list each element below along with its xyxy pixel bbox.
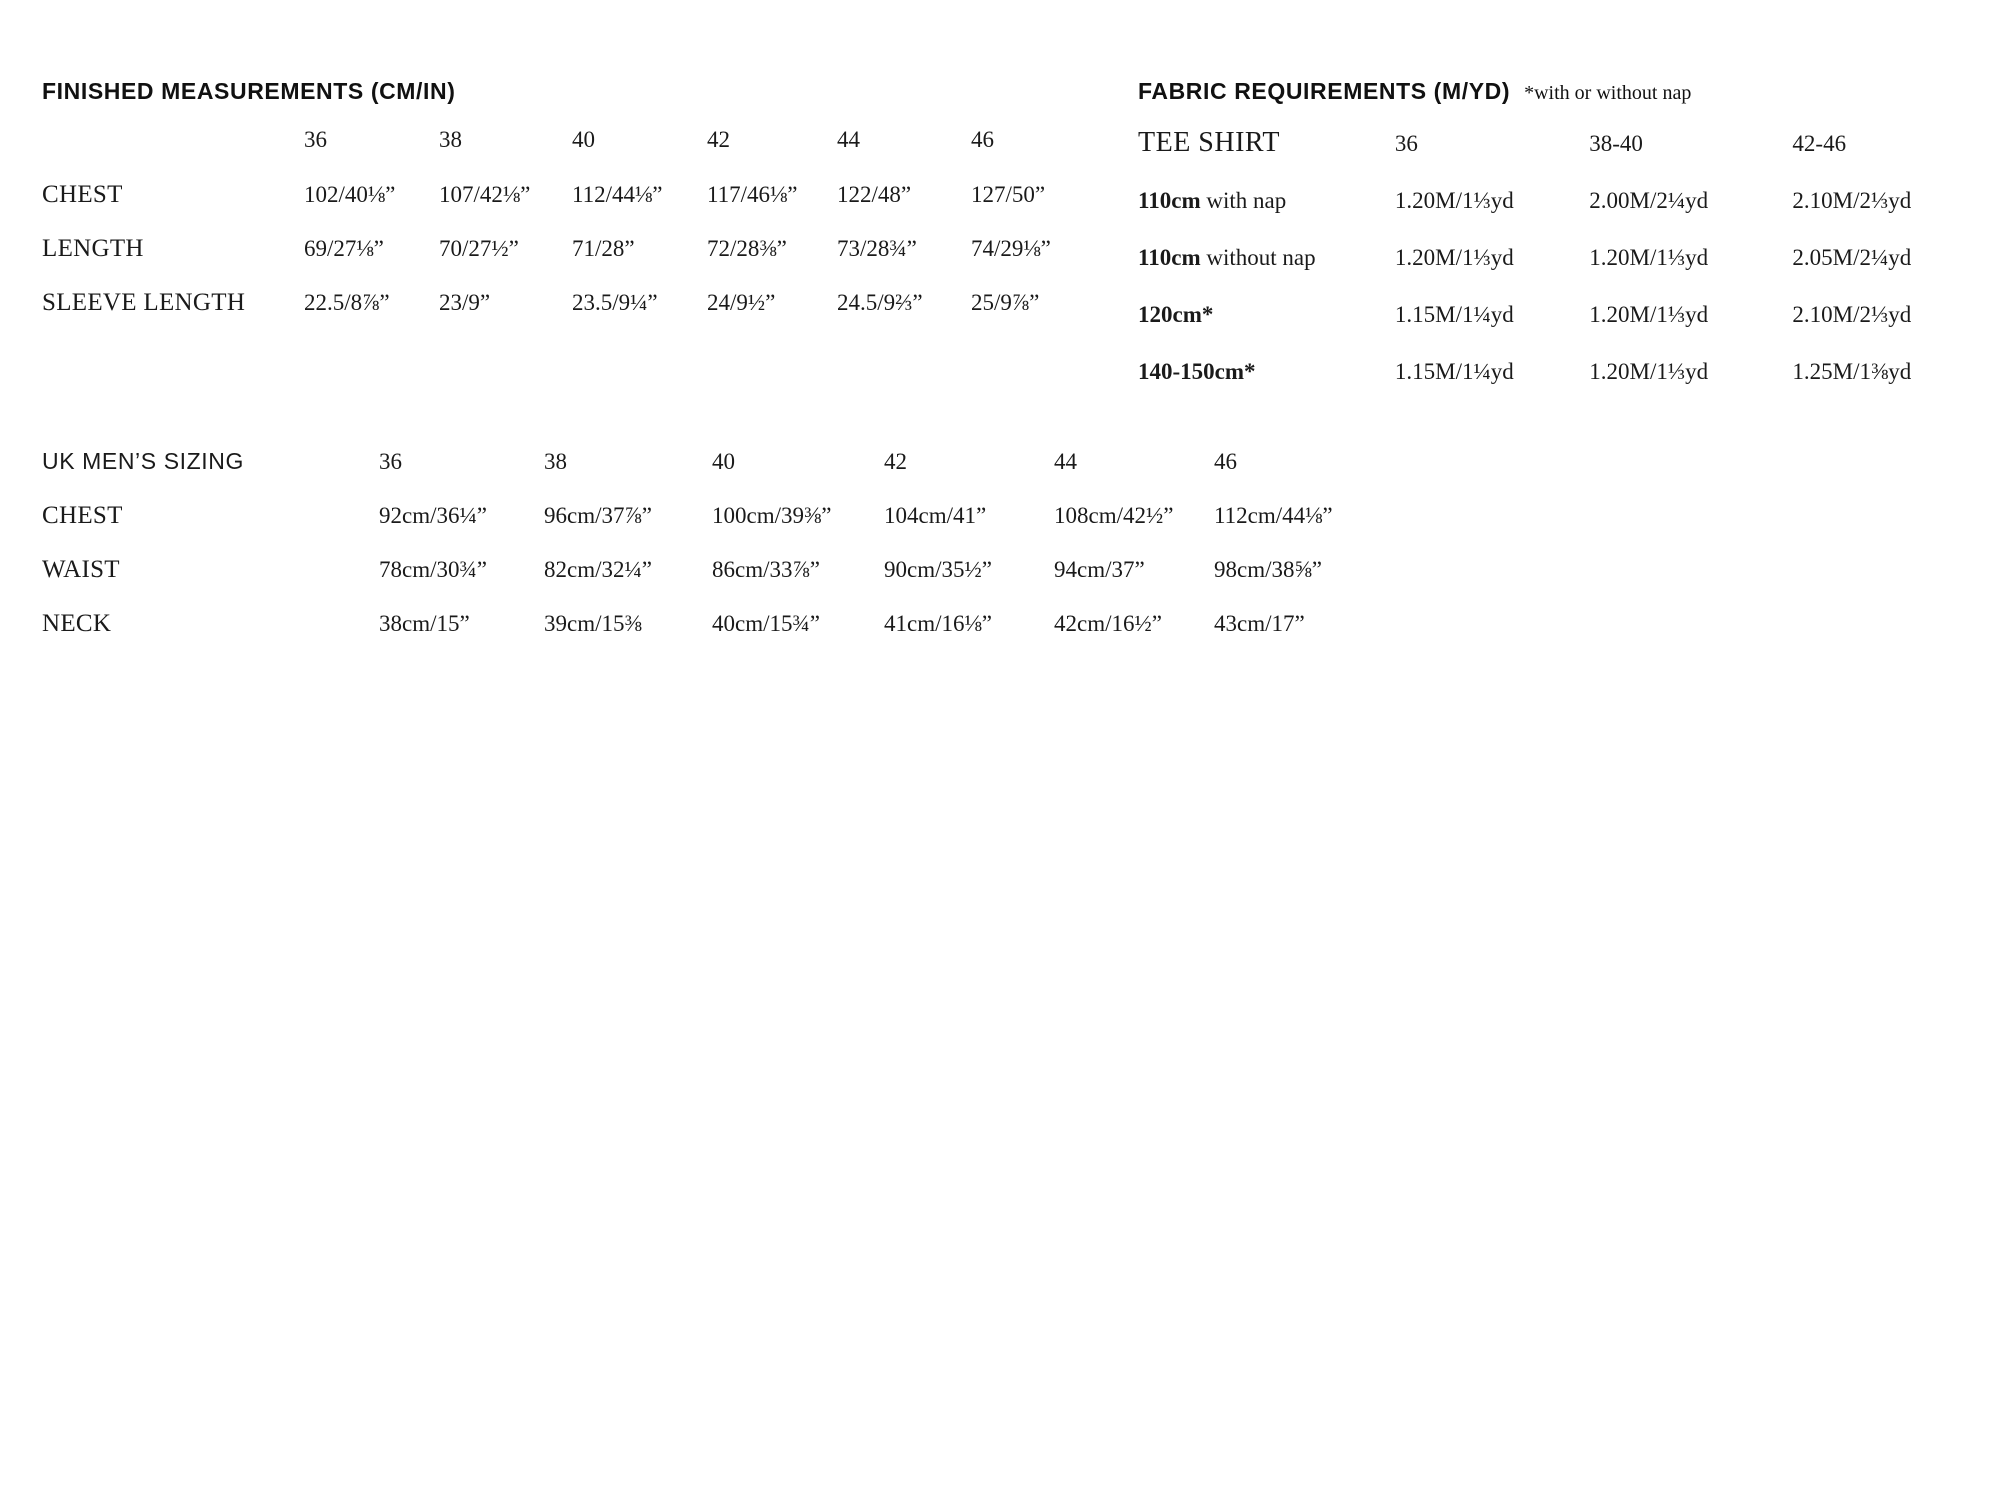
row-label: [1138, 245, 1395, 302]
table-cell: 112/44⅛”: [572, 182, 663, 207]
table-cell: 74/29⅛”: [971, 236, 1051, 261]
table-cell: 112cm/44⅛”: [1214, 503, 1333, 528]
table-cell: 92cm/36¼”: [379, 503, 487, 528]
table-cell: 1.20M/1⅓yd: [1589, 245, 1709, 270]
table-cell: 2.05M/2¼yd: [1792, 245, 1912, 270]
column-header-size: 42-46: [1792, 131, 1847, 156]
table-cell: 100cm/39⅜”: [712, 503, 832, 528]
column-header-size: 40: [572, 127, 595, 152]
table-cell: 70/27½”: [439, 236, 519, 261]
table-cell: 122/48”: [837, 182, 912, 207]
table-cell: 73/28¾”: [837, 236, 917, 261]
table-row: [42, 610, 1374, 664]
corner-cell: [42, 127, 304, 181]
table-cell: 94cm/37”: [1054, 557, 1145, 582]
fabric-requirements-section: [1138, 78, 2000, 416]
table-cell: 86cm/33⅞”: [712, 557, 820, 582]
column-header-size: 36: [304, 127, 327, 152]
table-cell: 41cm/16⅛”: [884, 611, 992, 636]
table-row: [42, 502, 1374, 556]
table-cell: 22.5/8⅞”: [304, 290, 390, 315]
fabric-requirements-heading: FABRIC REQUIREMENTS (M/YD): [1138, 78, 1511, 104]
table-cell: 24.5/9⅔”: [837, 290, 923, 315]
column-header-size: 46: [971, 127, 994, 152]
table-row: [42, 556, 1374, 610]
uk-sizing-section: [42, 448, 1374, 664]
table-cell: 1.15M/1¼yd: [1394, 302, 1514, 327]
table-cell: 43cm/17”: [1214, 611, 1305, 636]
table-cell: 71/28”: [572, 236, 635, 261]
table-cell: 107/42⅛”: [439, 182, 531, 207]
table-cell: 1.25M/1⅜yd: [1792, 359, 1912, 384]
uk-sizing-title: UK MEN’S SIZING: [42, 448, 244, 474]
column-header-size: 38-40: [1589, 131, 1643, 156]
table-cell: 96cm/37⅞”: [544, 503, 652, 528]
row-label-width: 110cm: [1138, 245, 1201, 270]
table-cell: 98cm/38⅝”: [1214, 557, 1322, 582]
table-cell: 24/9½”: [707, 290, 776, 315]
table-cell: 39cm/15⅜: [544, 611, 642, 636]
column-header-size: 44: [1054, 449, 1077, 474]
table-cell: 82cm/32¼”: [544, 557, 652, 582]
table-cell: 38cm/15”: [379, 611, 470, 636]
row-label-width: 120cm*: [1138, 302, 1214, 327]
table-cell: 104cm/41”: [884, 503, 987, 528]
column-header-size: 38: [439, 127, 462, 152]
table-cell: 2.00M/2¼yd: [1589, 188, 1709, 213]
table-cell: 23/9”: [439, 290, 491, 315]
column-header-size: 42: [884, 449, 907, 474]
column-header-size: 38: [544, 449, 567, 474]
table-row: [1138, 245, 2000, 302]
table-row: [1138, 188, 2000, 245]
column-header-size: 46: [1214, 449, 1237, 474]
fabric-requirements-title: [1138, 78, 2000, 105]
row-label: LENGTH: [42, 235, 144, 262]
column-header-size: 44: [837, 127, 860, 152]
row-label-nap: without nap: [1200, 245, 1316, 270]
table-cell: 117/46⅛”: [707, 182, 798, 207]
table-header-row: [42, 127, 1101, 181]
table-cell: 69/27⅛”: [304, 236, 384, 261]
table-header-row: [1138, 127, 2000, 188]
column-header-size: 40: [712, 449, 735, 474]
column-header-size: 36: [379, 449, 402, 474]
table-cell: 1.20M/1⅓yd: [1589, 302, 1709, 327]
row-label: CHEST: [42, 502, 123, 529]
table-row: [42, 181, 1101, 235]
finished-measurements-title: FINISHED MEASUREMENTS (CM/IN): [42, 78, 456, 104]
table-cell: 72/28⅜”: [707, 236, 787, 261]
row-label: SLEEVE LENGTH: [42, 289, 246, 316]
table-cell: 78cm/30¾”: [379, 557, 487, 582]
table-cell: 40cm/15¾”: [712, 611, 820, 636]
row-label: [1138, 302, 1395, 359]
table-cell: 1.20M/1⅓yd: [1394, 188, 1514, 213]
row-label: WAIST: [42, 556, 120, 583]
table-cell: 23.5/9¼”: [572, 290, 658, 315]
table-cell: 90cm/35½”: [884, 557, 992, 582]
table-cell: 127/50”: [971, 182, 1046, 207]
row-label: CHEST: [42, 181, 123, 208]
table-cell: 108cm/42½”: [1054, 503, 1174, 528]
fabric-requirements-note: *with or without nap: [1524, 82, 1692, 104]
row-label: NECK: [42, 610, 112, 637]
table-row: [42, 235, 1101, 289]
column-header-size: 36: [1394, 131, 1418, 156]
table-cell: 1.20M/1⅓yd: [1589, 359, 1709, 384]
table-row: [1138, 359, 2000, 416]
table-cell: 42cm/16½”: [1054, 611, 1162, 636]
table-cell: 2.10M/2⅓yd: [1792, 188, 1912, 213]
garment-label: TEE SHIRT: [1138, 127, 1281, 158]
finished-measurements-section: [42, 78, 1101, 343]
table-cell: 1.20M/1⅓yd: [1394, 245, 1514, 270]
column-header-size: 42: [707, 127, 730, 152]
table-cell: 102/40⅛”: [304, 182, 396, 207]
table-row: [1138, 302, 2000, 359]
finished-measurements-table: [42, 127, 1101, 343]
uk-sizing-table: [42, 448, 1374, 664]
table-header-row: [42, 448, 1374, 502]
row-label-nap: with nap: [1200, 188, 1287, 213]
row-label: [1138, 359, 1395, 416]
table-cell: 25/9⅞”: [971, 290, 1040, 315]
table-cell: 2.10M/2⅓yd: [1792, 302, 1912, 327]
table-row: [42, 289, 1101, 343]
table-cell: 1.15M/1¼yd: [1394, 359, 1514, 384]
fabric-requirements-table: [1138, 127, 2000, 416]
row-label-width: 140-150cm*: [1138, 359, 1256, 384]
row-label-width: 110cm: [1138, 188, 1201, 213]
row-label: [1138, 188, 1395, 245]
